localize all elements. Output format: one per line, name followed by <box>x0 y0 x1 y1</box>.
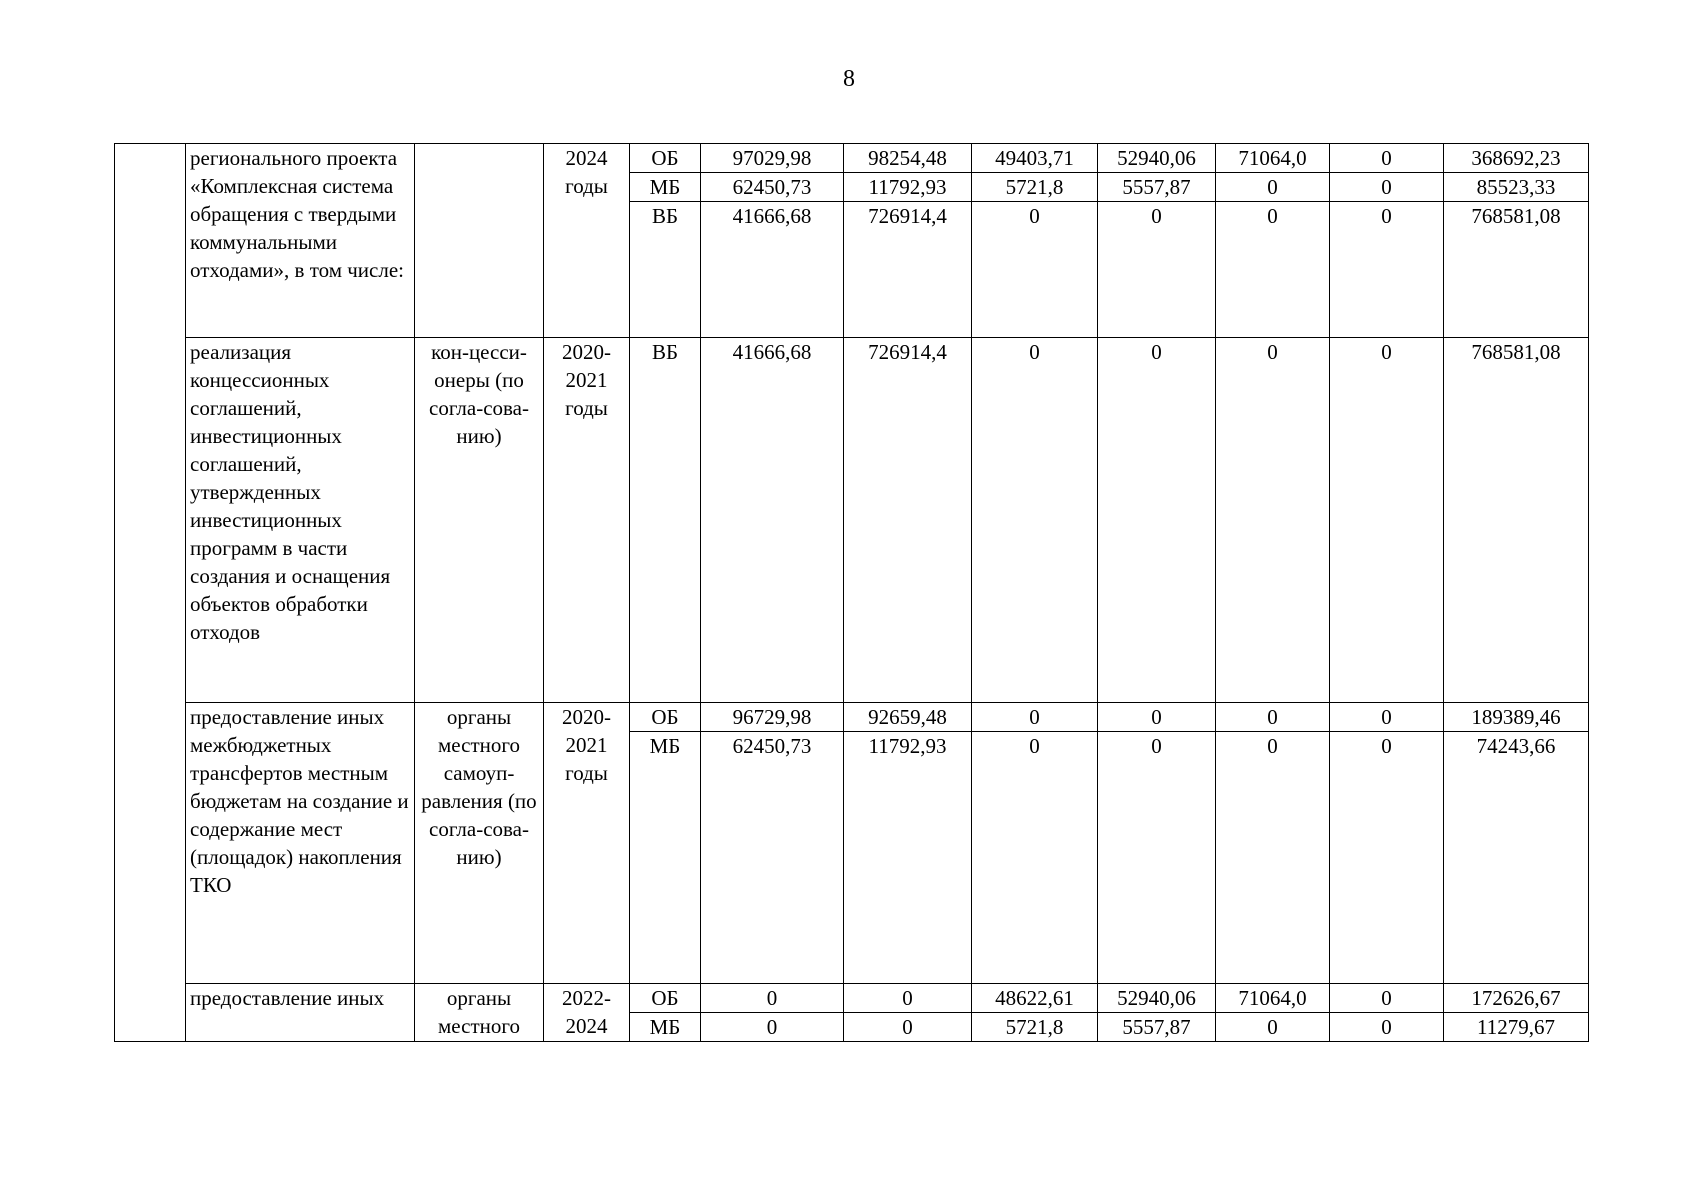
source-cell: ВБ <box>630 338 701 703</box>
value-cell: 52940,06 <box>1098 144 1216 173</box>
value-cell: 49403,71 <box>972 144 1098 173</box>
source-cell: МБ <box>630 1013 701 1042</box>
value-cell: 0 <box>1330 144 1444 173</box>
table-row <box>115 144 1589 173</box>
value-cell: 5721,8 <box>972 1013 1098 1042</box>
measure-name-cell: предоставление иных <box>186 984 415 1042</box>
value-cell: 0 <box>701 984 844 1013</box>
executor-cell: органы местного <box>415 984 544 1042</box>
period-cell: 2020-2021 годы <box>544 338 630 703</box>
total-cell: 85523,33 <box>1444 173 1589 202</box>
value-cell: 0 <box>844 1013 972 1042</box>
value-cell: 11792,93 <box>844 173 972 202</box>
value-cell: 5557,87 <box>1098 173 1216 202</box>
value-cell: 726914,4 <box>844 202 972 338</box>
measure-name-cell: регионального проекта «Комплексная система обращения с твердыми коммунальными отходами», в том числе: <box>186 144 415 338</box>
value-cell: 0 <box>1098 703 1216 732</box>
value-cell: 0 <box>1216 732 1330 984</box>
value-cell: 0 <box>1216 1013 1330 1042</box>
number-cell <box>115 144 186 1042</box>
value-cell: 97029,98 <box>701 144 844 173</box>
total-cell: 74243,66 <box>1444 732 1589 984</box>
value-cell: 0 <box>1216 338 1330 703</box>
value-cell: 0 <box>1330 202 1444 338</box>
table-row <box>115 984 1589 1013</box>
value-cell: 41666,68 <box>701 338 844 703</box>
value-cell: 0 <box>1330 732 1444 984</box>
source-cell: ОБ <box>630 984 701 1013</box>
period-cell: 2024 годы <box>544 144 630 338</box>
value-cell: 0 <box>1330 703 1444 732</box>
value-cell: 0 <box>1098 338 1216 703</box>
value-cell: 0 <box>972 732 1098 984</box>
value-cell: 0 <box>972 202 1098 338</box>
source-cell: ВБ <box>630 202 701 338</box>
value-cell: 52940,06 <box>1098 984 1216 1013</box>
value-cell: 0 <box>1330 173 1444 202</box>
value-cell: 0 <box>844 984 972 1013</box>
budget-table <box>114 143 1589 1042</box>
executor-cell <box>415 144 544 338</box>
table-row <box>115 703 1589 732</box>
value-cell: 0 <box>1330 1013 1444 1042</box>
executor-cell: органы местного самоуп-равления (по согла-сова-нию) <box>415 703 544 984</box>
source-cell: ОБ <box>630 144 701 173</box>
total-cell: 768581,08 <box>1444 202 1589 338</box>
page-number: 8 <box>843 66 855 92</box>
value-cell: 98254,48 <box>844 144 972 173</box>
value-cell: 11792,93 <box>844 732 972 984</box>
value-cell: 0 <box>1330 984 1444 1013</box>
executor-cell: кон-цесси-онеры (по согла-сова-нию) <box>415 338 544 703</box>
value-cell: 0 <box>972 703 1098 732</box>
value-cell: 726914,4 <box>844 338 972 703</box>
value-cell: 5721,8 <box>972 173 1098 202</box>
value-cell: 71064,0 <box>1216 144 1330 173</box>
period-cell: 2020-2021 годы <box>544 703 630 984</box>
value-cell: 0 <box>972 338 1098 703</box>
source-cell: МБ <box>630 173 701 202</box>
total-cell: 11279,67 <box>1444 1013 1589 1042</box>
table-row <box>115 338 1589 703</box>
period-cell: 2022-2024 <box>544 984 630 1042</box>
value-cell: 48622,61 <box>972 984 1098 1013</box>
source-cell: ОБ <box>630 703 701 732</box>
total-cell: 172626,67 <box>1444 984 1589 1013</box>
value-cell: 0 <box>1216 173 1330 202</box>
value-cell: 92659,48 <box>844 703 972 732</box>
value-cell: 0 <box>1098 202 1216 338</box>
value-cell: 5557,87 <box>1098 1013 1216 1042</box>
value-cell: 71064,0 <box>1216 984 1330 1013</box>
total-cell: 368692,23 <box>1444 144 1589 173</box>
value-cell: 41666,68 <box>701 202 844 338</box>
source-cell: МБ <box>630 732 701 984</box>
value-cell: 0 <box>1216 202 1330 338</box>
value-cell: 0 <box>701 1013 844 1042</box>
total-cell: 189389,46 <box>1444 703 1589 732</box>
value-cell: 62450,73 <box>701 732 844 984</box>
measure-name-cell: предоставление иных межбюджетных трансфертов местным бюджетам на создание и содержание мест (площадок) накопления ТКО <box>186 703 415 984</box>
value-cell: 0 <box>1098 732 1216 984</box>
value-cell: 96729,98 <box>701 703 844 732</box>
value-cell: 0 <box>1330 338 1444 703</box>
value-cell: 62450,73 <box>701 173 844 202</box>
value-cell: 0 <box>1216 703 1330 732</box>
total-cell: 768581,08 <box>1444 338 1589 703</box>
measure-name-cell: реализация концессионных соглашений, инвестиционных соглашений, утвержденных инвестиционных программ в части создания и оснащения объектов обработки отходов <box>186 338 415 703</box>
